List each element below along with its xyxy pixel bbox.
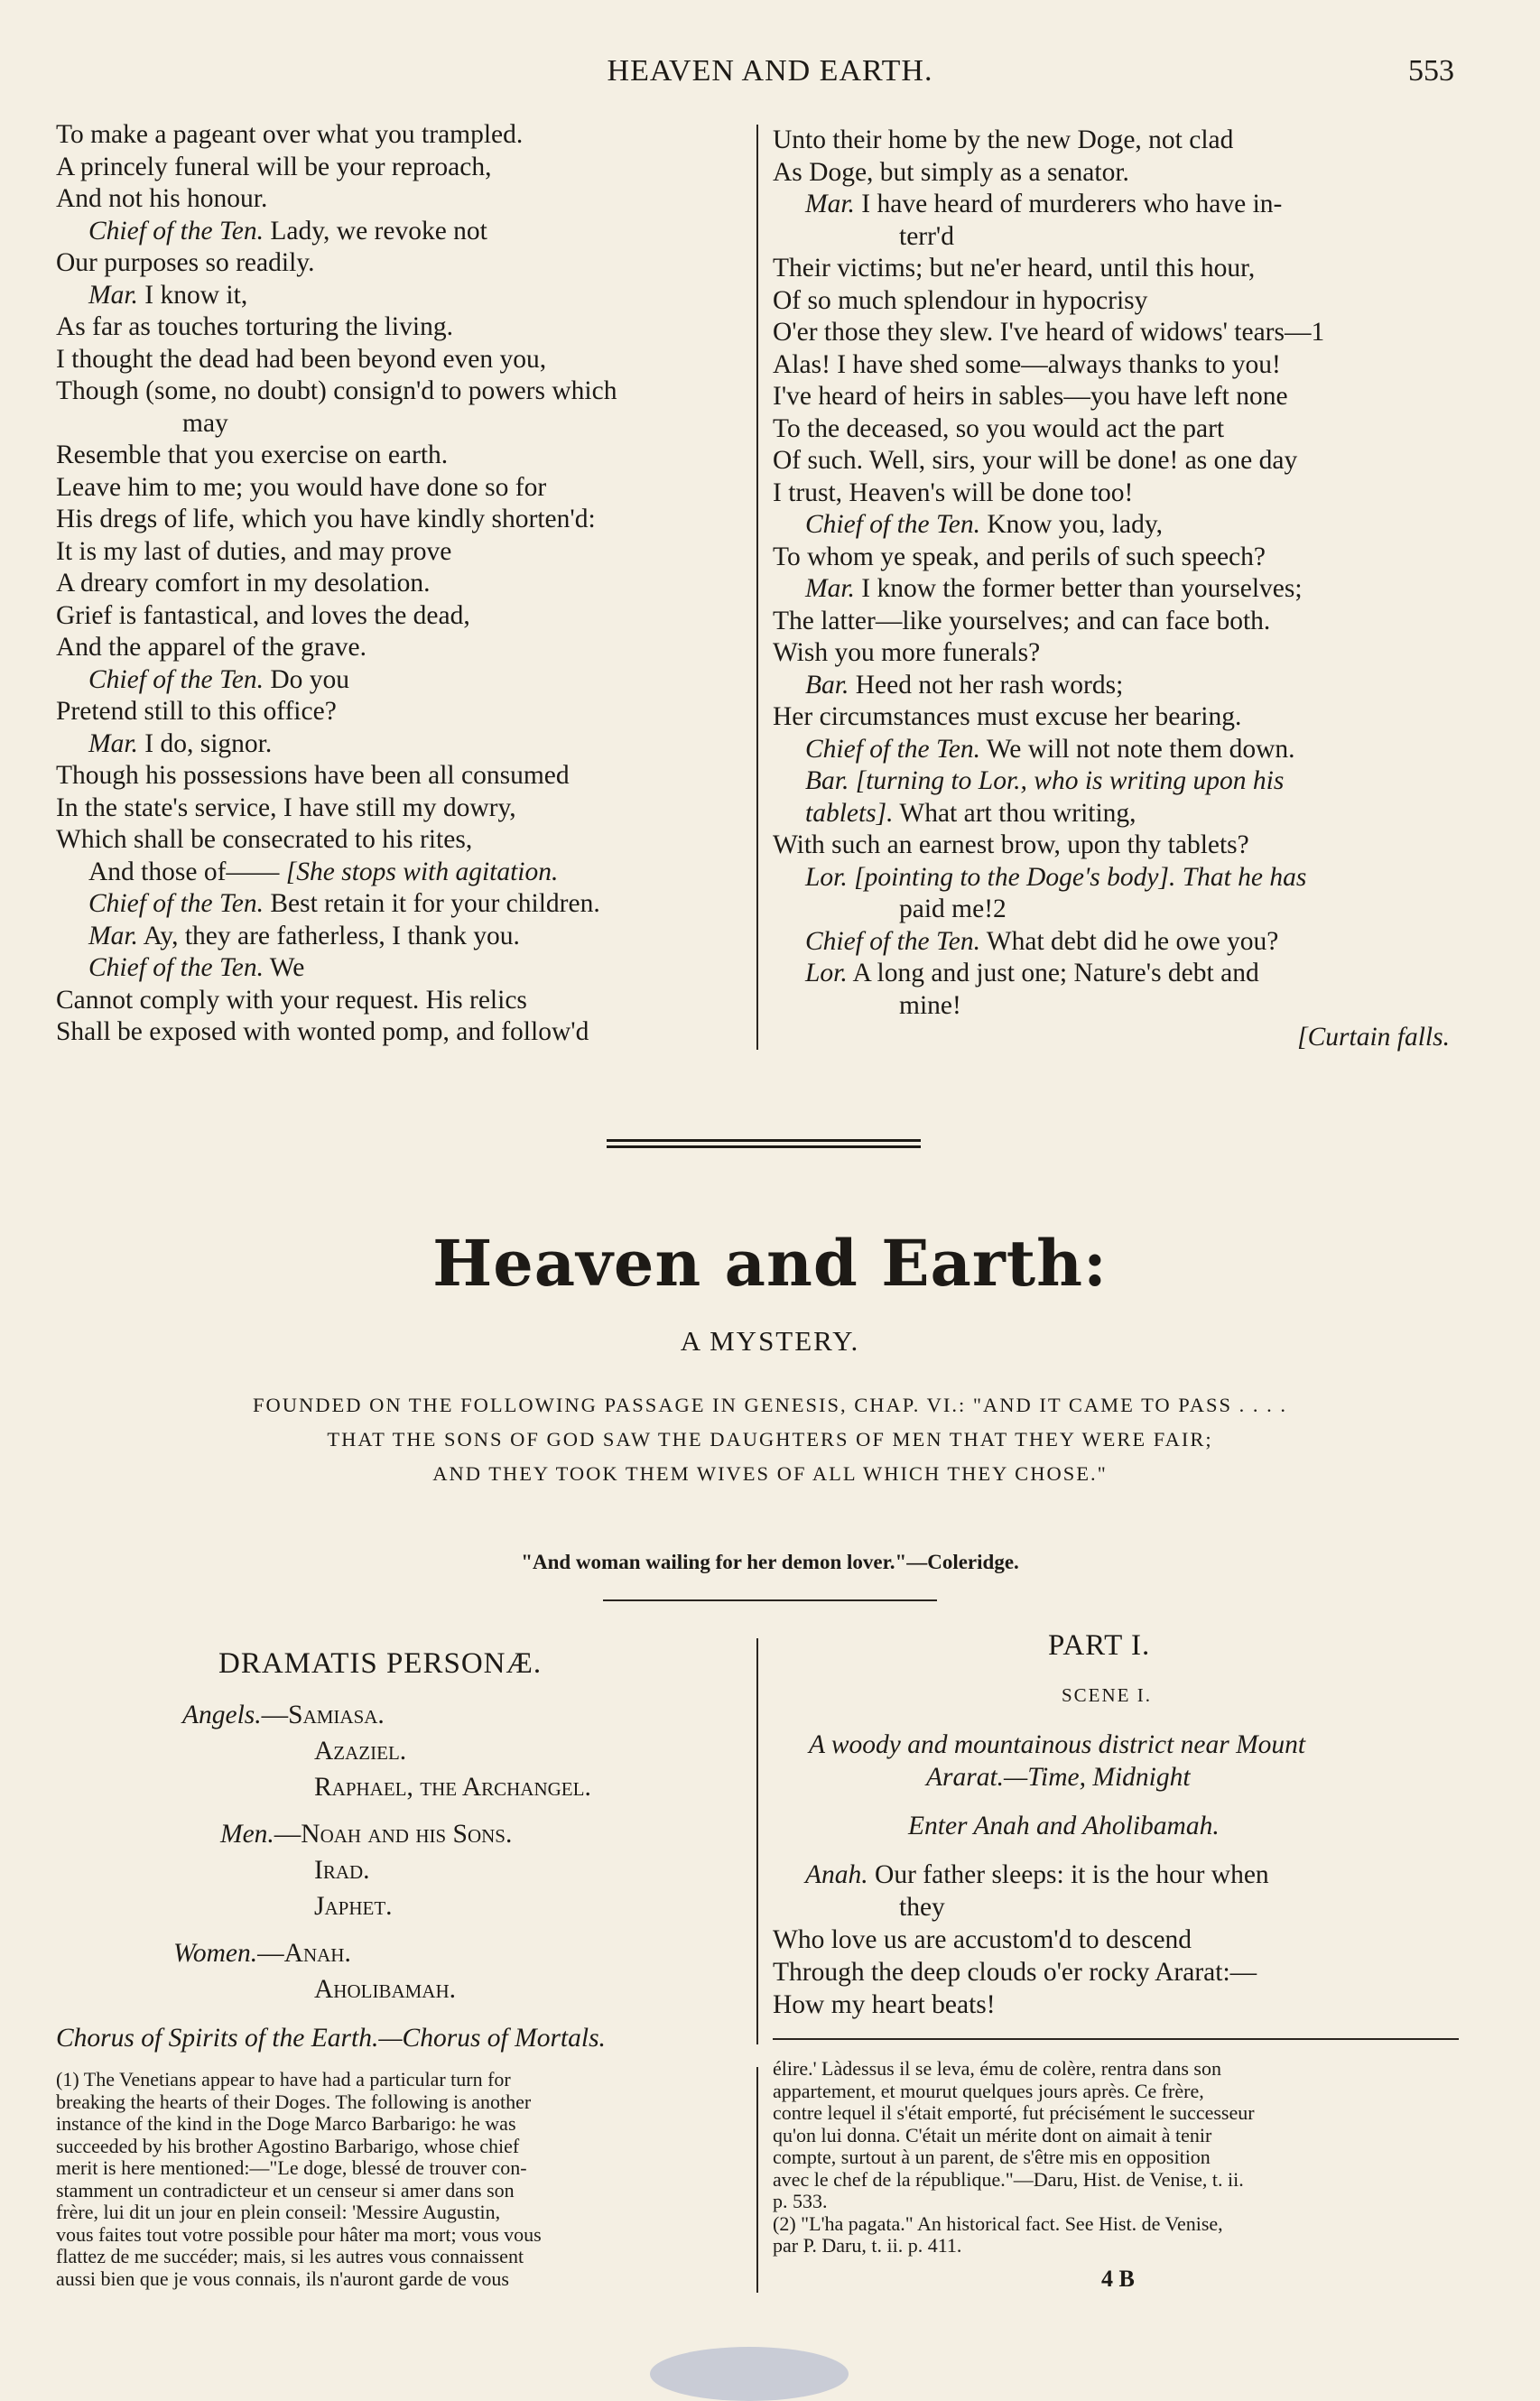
chorus-line: Chorus of Spirits of the Earth.—Chorus of Mortals. [56, 2024, 606, 2053]
verse-line: paid me!2 [899, 895, 1007, 923]
angel-3: Raphael, the Archangel. [314, 1773, 591, 1802]
footnote-line: aussi bien que je vous connais, ils n'auront garde de vous [56, 2267, 509, 2290]
footnote-line: stamment un contradicteur et un censeur si amer dans son [56, 2178, 515, 2202]
footnote-line: (1) The Venetians appear to have had a particular turn for [56, 2068, 511, 2090]
verse-line [56, 280, 751, 312]
footnote-line: flattez de me succéder; mais, si les autres vous connaissent [56, 2245, 524, 2267]
verse-line [56, 857, 751, 889]
verse-line [56, 888, 751, 921]
title-rule-bottom [607, 1145, 921, 1148]
verse-line [56, 664, 751, 697]
verse-line: It is my last of duties, and may prove [56, 536, 452, 566]
line-text: Do you [270, 664, 350, 694]
verse-line [56, 216, 751, 248]
epigraph: "And woman wailing for her demon lover."—Coleridge. [521, 1551, 1019, 1573]
verse-line: O'er those they slew. I've heard of widows' tears—1 [773, 318, 1325, 347]
women-label: Women. [173, 1939, 258, 1968]
scene-setting-line-1: A woody and mountainous district near Mount [809, 1730, 1306, 1759]
verse-line: Their victims; but ne'er heard, until this hour, [773, 254, 1256, 283]
verse-line [56, 728, 751, 761]
footnote-line: instance of the kind in the Doge Marco Barbarigo: he was [56, 2112, 516, 2135]
verse-line: Of so much splendour in hypocrisy [773, 285, 1148, 315]
footnote-line: par P. Daru, t. ii. p. 411. [773, 2234, 962, 2257]
line-part: tablets]. [805, 798, 894, 828]
line-text: Lady, we revoke not [270, 216, 487, 246]
woman-2: Aholibamah. [314, 1975, 457, 2004]
title-rule [603, 1599, 937, 1601]
verse-line: Through the deep clouds o'er rocky Ararat:— [773, 1958, 1257, 1987]
page-number: 553 [1408, 54, 1454, 88]
verse-line: A princely funeral will be your reproach, [56, 152, 492, 181]
speaker-name: Anah. [805, 1860, 868, 1889]
verse-line [56, 921, 751, 953]
verse-line [773, 734, 1459, 766]
speaker-name: Chief of the Ten. [88, 664, 264, 694]
speaker-name: Chief of the Ten. [805, 926, 980, 956]
angels-label: Angels. [182, 1701, 262, 1729]
verse-line: Cannot comply with your request. His relics [56, 985, 527, 1015]
speaker-name: Mar. [805, 190, 855, 218]
footnote-rule [773, 2038, 1459, 2040]
verse-line: And the apparel of the grave. [56, 633, 367, 662]
verse-line: Grief is fantastical, and loves the dead, [56, 600, 470, 630]
line-text: Heed not her rash words; [855, 670, 1124, 700]
scene-heading: SCENE I. [1062, 1684, 1152, 1706]
line-text: I know the former better than yourselves; [861, 574, 1303, 603]
verse-line: Of such. Well, sirs, your will be done! as one day [773, 446, 1298, 475]
play-subtitle: A MYSTERY. [680, 1325, 860, 1357]
line-text: What debt did he owe you? [986, 926, 1279, 956]
speaker-name: Bar. [805, 670, 849, 700]
footnote-line: contre lequel il s'était emporté, fut précisément le successeur [773, 2101, 1255, 2124]
verse-line: The latter—like yourselves; and can face both. [773, 606, 1271, 635]
verse-line: To whom ye speak, and perils of such speech? [773, 542, 1266, 571]
verse-line: I've heard of heirs in sables—you have left none [773, 382, 1288, 411]
verse-line [773, 798, 1459, 830]
speaker-name: Mar. [805, 574, 855, 603]
footnotes-right [773, 2058, 1459, 2257]
verse-line: His dregs of life, which you have kindly shorten'd: [56, 505, 596, 533]
verse-line: To the deceased, so you would act the part [773, 413, 1225, 443]
founded-passage [108, 1388, 1432, 1491]
speaker-name: Lor. [805, 959, 848, 987]
part-dialogue [773, 1859, 1459, 2021]
verse-line: Wish you more funerals? [773, 638, 1041, 667]
verse-line: Resemble that you exercise on earth. [56, 440, 449, 469]
man-1: Noah and his Sons. [301, 1820, 513, 1849]
footnote-line: avec le chef de la république."—Daru, Hist. de Venise, t. ii. [773, 2167, 1244, 2191]
verse-line: How my heart beats! [773, 1990, 996, 2019]
footnote-line: succeeded by his brother Agostino Barbarigo, whose chief [56, 2134, 520, 2157]
verse-line: Though (some, no doubt) consign'd to powers which [56, 376, 617, 405]
part-heading: PART I. [1048, 1629, 1151, 1662]
verse-line: Our purposes so readily. [56, 248, 315, 277]
signature-mark: 4 B [1101, 2266, 1135, 2292]
verse-line [773, 862, 1459, 895]
play-text-right-column [773, 125, 1459, 1054]
footnote-divider [756, 2067, 758, 2293]
line-text: A long and just one; Nature's debt and [852, 959, 1259, 987]
stage-direction-enter: Enter Anah and Aholibamah. [908, 1812, 1220, 1840]
speaker-name: Mar. [88, 728, 138, 758]
speaker-name: Lor. [805, 862, 848, 892]
verse-line [773, 573, 1459, 606]
line-text: I do, signor. [144, 728, 273, 758]
line-text: We [269, 953, 305, 982]
founded-line: AND THEY TOOK THEM WIVES OF ALL WHICH THEY CHOSE." [432, 1462, 1108, 1485]
speaker-name: Chief of the Ten. [805, 734, 980, 764]
founded-line: THAT THE SONS OF GOD SAW THE DAUGHTERS OF MEN THAT THEY WERE FAIR; [327, 1428, 1213, 1451]
speaker-name: Mar. [88, 921, 138, 950]
play-text-left-column [56, 119, 751, 1049]
man-2: Irad. [314, 1856, 370, 1885]
men-label: Men. [220, 1820, 274, 1849]
verse-line: A dreary comfort in my desolation. [56, 569, 431, 598]
line-text: I know it, [144, 280, 248, 310]
verse-line: Her circumstances must excuse her bearing. [773, 702, 1242, 731]
verse-line: Leave him to me; you would have done so for [56, 472, 547, 502]
founded-line: FOUNDED ON THE FOLLOWING PASSAGE IN GENESIS, CHAP. VI.: "AND IT CAME TO PASS . . . . [252, 1394, 1288, 1416]
verse-line: As Doge, but simply as a senator. [773, 157, 1129, 187]
line-text: I have heard of murderers who have in- [861, 190, 1283, 218]
footnotes-left [56, 2069, 751, 2290]
verse-line: [Curtain falls. [1297, 1023, 1450, 1052]
line-text: Best retain it for your children. [270, 889, 600, 918]
verse-line [773, 926, 1459, 959]
speaker-name: Chief of the Ten. [88, 216, 264, 246]
footnote-line: merit is here mentioned:—"Le doge, blessé de trouver con- [56, 2156, 527, 2179]
footnote-line: (2) "L'ha pagata." An historical fact. See Hist. de Venise, [773, 2211, 1223, 2235]
verse-line: To make a pageant over what you trampled. [56, 120, 524, 149]
footnote-line: breaking the hearts of their Doges. The following is another [56, 2090, 532, 2113]
footnote-line: appartement, et mourut quelques jours après. Ce frère, [773, 2079, 1204, 2102]
verse-line: I trust, Heaven's will be done too! [773, 477, 1134, 507]
verse-line [773, 670, 1459, 702]
verse-line: Pretend still to this office? [56, 697, 337, 726]
speaker-name: Chief of the Ten. [805, 510, 980, 539]
footnote-line: p. 533. [773, 2190, 828, 2212]
verse-line: With such an earnest brow, upon thy tablets? [773, 830, 1249, 859]
library-stamp [650, 2347, 849, 2401]
footnote-line: frère, lui dit un jour en plein conseil: 'Messire Augustin, [56, 2201, 501, 2223]
speaker-name: Chief of the Ten. [88, 953, 264, 982]
footnote-line: élire.' Làdessus il se leva, ému de colère, rentra dans son [773, 2057, 1221, 2080]
column-divider-top [756, 125, 758, 1050]
verse-line [773, 765, 1459, 798]
line-text: We will not note them down. [986, 734, 1295, 764]
verse-line: And not his honour. [56, 184, 268, 213]
verse-line: Which shall be consecrated to his rites, [56, 825, 473, 854]
title-rule-top [607, 1139, 921, 1142]
verse-line: terr'd [899, 221, 955, 251]
play-title: Heaven and Earth: [432, 1226, 1108, 1301]
verse-line: Who love us are accustom'd to descend [773, 1925, 1192, 1954]
line-text: What art thou writing, [899, 798, 1136, 828]
verse-line: I thought the dead had been beyond even you, [56, 344, 547, 374]
line-text: Know you, lady, [987, 510, 1164, 539]
woman-1: Anah. [283, 1939, 351, 1968]
angel-1: Samiasa. [288, 1701, 385, 1729]
speaker-name: Chief of the Ten. [88, 889, 264, 918]
verse-line: Shall be exposed with wonted pomp, and follow'd [56, 1017, 589, 1046]
dramatis-heading: DRAMATIS PERSONÆ. [218, 1647, 543, 1680]
man-3: Japhet. [314, 1892, 393, 1921]
column-divider-bottom [756, 1638, 758, 2044]
line-text: [She stops with agitation. [285, 857, 559, 886]
angel-2: Azaziel. [314, 1737, 407, 1766]
line-text: [pointing to the Doge's body]. That he has [854, 862, 1307, 892]
line-part: And those of—— [88, 857, 280, 886]
verse-line: In the state's service, I have still my dowry, [56, 793, 516, 822]
footnote-line: qu'on lui donna. C'était un mérite dont on aimait à tenir [773, 2123, 1212, 2146]
verse-line: Unto their home by the new Doge, not clad [773, 125, 1234, 154]
running-header: HEAVEN AND EARTH. [607, 54, 933, 88]
verse-line: Though his possessions have been all consumed [56, 761, 570, 790]
footnote-line: compte, surtout à un parent, de s'être mis en opposition [773, 2146, 1211, 2168]
verse-line: they [899, 1893, 945, 1922]
verse-line: may [182, 408, 228, 438]
verse-line: As far as touches torturing the living. [56, 312, 453, 341]
line-text: Our father sleeps: it is the hour when [875, 1860, 1269, 1889]
speaker-name: Mar. [88, 280, 138, 310]
verse-line [773, 1859, 1459, 1891]
line-text: [turning to Lor., who is writing upon his [855, 766, 1285, 795]
verse-line [773, 189, 1459, 221]
verse-line: Alas! I have shed some—always thanks to you! [773, 349, 1281, 379]
verse-line: mine! [899, 990, 961, 1020]
scene-setting-line-2: Ararat.—Time, Midnight [926, 1763, 1191, 1792]
footnote-line: vous faites tout votre possible pour hâter ma mort; vous vous [56, 2222, 542, 2246]
verse-line [773, 958, 1459, 990]
verse-line [773, 509, 1459, 542]
line-text: Ay, they are fatherless, I thank you. [143, 921, 520, 950]
speaker-name: Bar. [805, 766, 849, 795]
verse-line [56, 952, 751, 985]
